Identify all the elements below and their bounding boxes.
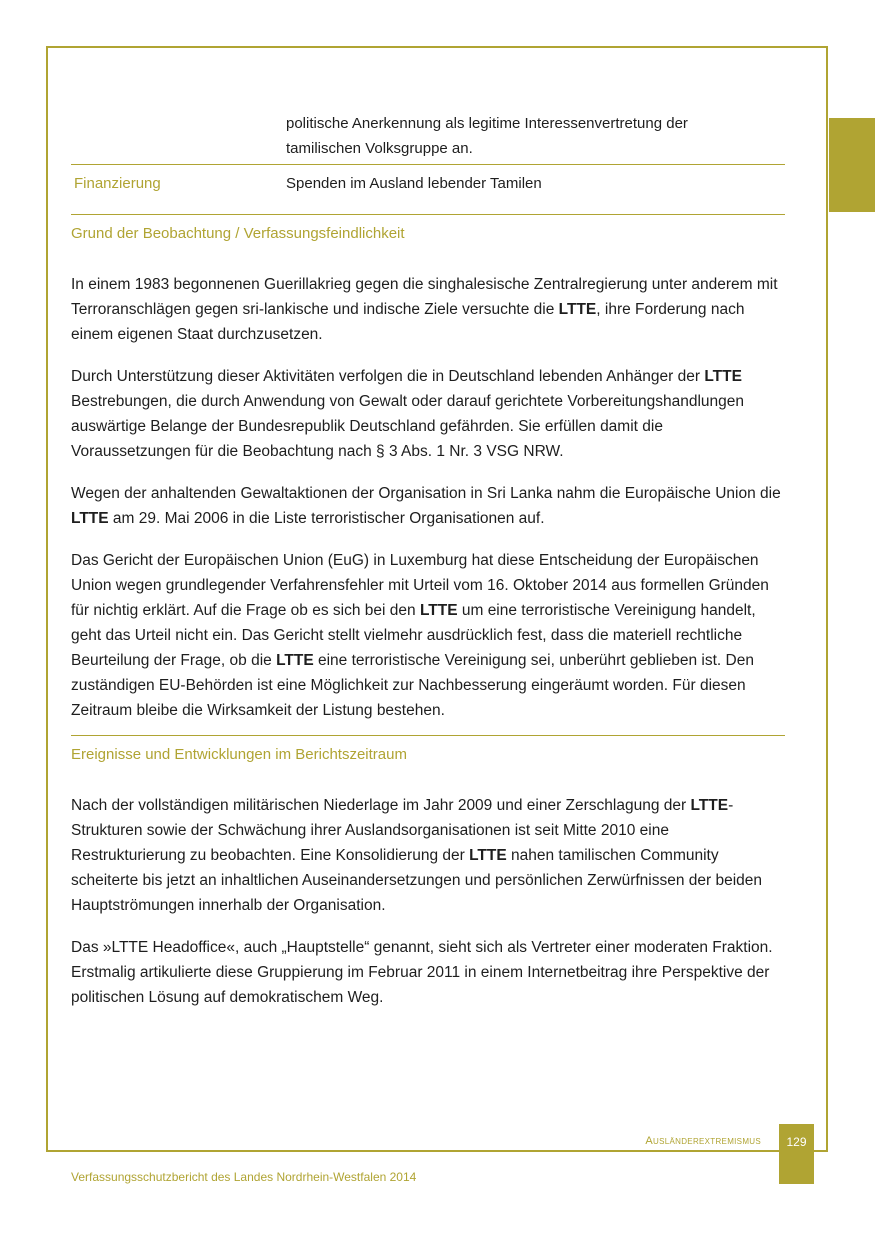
chapter-side-tab [829,118,875,212]
section-title-grund: Grund der Beobachtung / Verfassungsfeindlichkeit [71,225,405,242]
section-title-ereignisse: Ereignisse und Entwicklungen im Berichtszeitraum [71,746,407,763]
paragraph: Wegen der anhaltenden Gewaltaktionen der Organisation in Sri Lanka nahm die Europäische Union die LTTE am 29. Mai 2006 in die Liste terroristischer Organisationen auf. [71,485,781,527]
section-divider [71,735,785,736]
table-value: Spenden im Ausland lebender Tamilen [286,175,542,192]
table-label: Finanzierung [74,175,161,192]
table-row-continuation [71,111,785,164]
section-divider [71,214,785,215]
table-value: politische Anerkennung als legitime Interessenvertretung der tamilischen Volksgruppe an. [286,115,688,157]
page-content [71,111,785,1027]
footer-report-title: Verfassungsschutzbericht des Landes Nordrhein-Westfalen 2014 [71,1170,417,1184]
paragraph: Nach der vollständigen militärischen Niederlage im Jahr 2009 und einer Zerschlagung der LTTE-Strukturen sowie der Schwächung ihrer Auslandsorganisationen ist seit Mitte 2010 eine Restrukturierung zu beobachten. Eine Konsolidierung der LTTE nahen tamilischen Community scheiterte bis jetzt an inhaltlichen Auseinandersetzungen und persönlichen Zerwürfnissen der beiden Hauptströmungen innerhalb der Organisation. [71,797,763,914]
paragraph: Durch Unterstützung dieser Aktivitäten verfolgen die in Deutschland lebenden Anhänger der LTTE Bestrebungen, die durch Anwendung von Gewalt oder darauf gerichtete Vorbereitungshandlungen auswärtige Belange der Bundesrepublik Deutschland gefährden. Sie erfüllen damit die Voraussetzungen für die Beobachtung nach § 3 Abs. 1 Nr. 3 VSG NRW. [71,368,745,460]
table-row-finanzierung [71,165,785,214]
paragraph: Das »LTTE Headoffice«, auch „Hauptstelle“ genannt, sieht sich als Vertreter einer moderaten Fraktion. Erstmalig artikulierte diese Gruppierung im Februar 2011 in einem Internetbeitrag ihre Perspektive der politischen Lösung auf demokratischem Weg. [71,939,773,1006]
footer-chapter-label: Ausländerextremismus [645,1135,761,1147]
paragraph: Das Gericht der Europäischen Union (EuG) in Luxemburg hat diese Entscheidung der Europäischen Union wegen grundlegender Verfahrensfehler mit Urteil vom 16. Oktober 2014 aus formellen Gründen für nichtig erklärt. Auf die Frage ob es sich bei den LTTE um eine terroristische Vereinigung handelt, geht das Urteil nicht ein. Das Gericht stellt vielmehr ausdrücklich fest, dass die materiell rechtliche Beurteilung der Frage, ob die LTTE eine terroristische Vereinigung sei, unberührt geblieben ist. Den zuständigen EU-Behörden ist eine Möglichkeit zur Nachbesserung eingeräumt worden. Für diesen Zeitraum bleibe die Wirksamkeit der Listung bestehen. [71,552,769,719]
page-number: 129 [779,1124,814,1184]
paragraph: In einem 1983 begonnenen Guerillakrieg gegen die singhalesische Zentralregierung unter anderem mit Terroranschlägen gegen sri-lankische und indische Ziele versuchte die LTTE, ihre Forderung nach einem eigenen Staat durchzusetzen. [71,276,778,343]
